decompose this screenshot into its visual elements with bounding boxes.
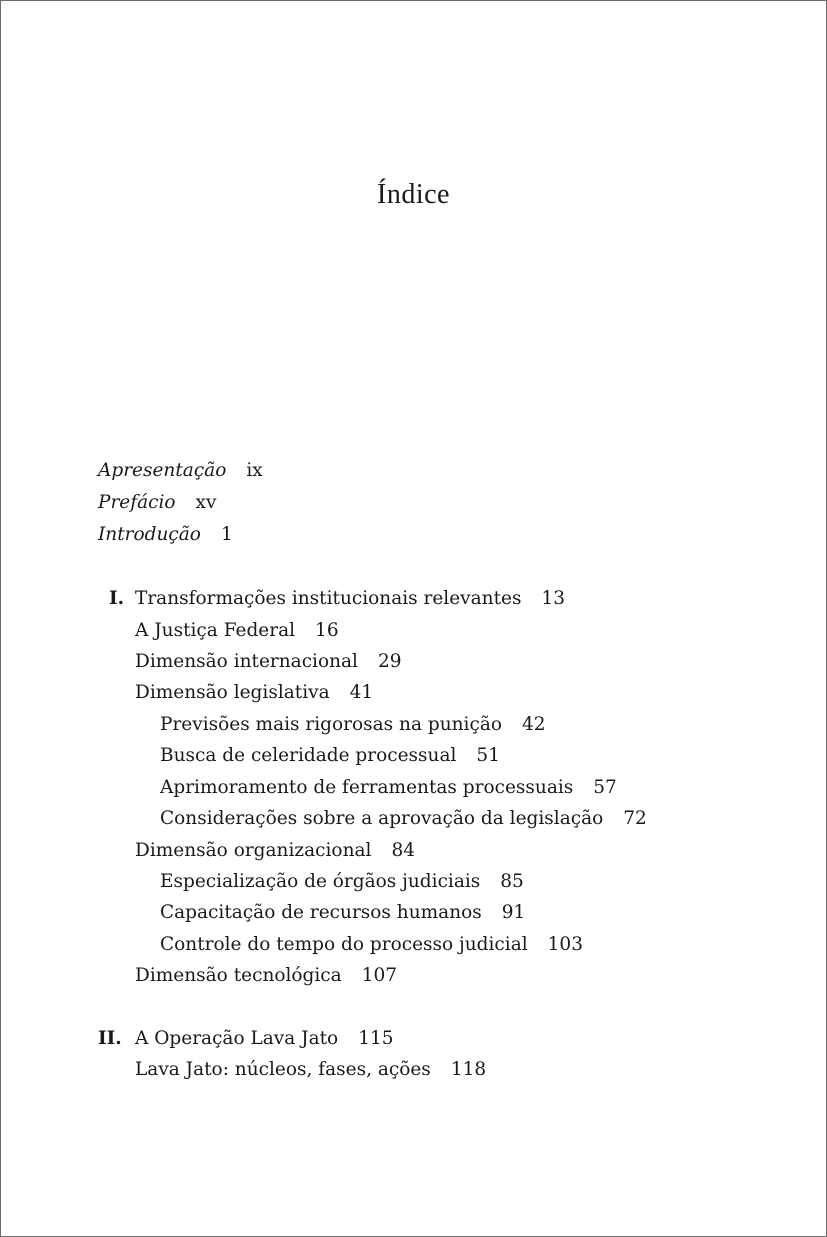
- toc-entry-introducao: [98, 523, 233, 547]
- toc-page-number: 85: [500, 871, 524, 892]
- toc-entry-label: Especialização de órgãos judiciais: [160, 871, 481, 892]
- toc-subsection: [160, 713, 546, 737]
- toc-page-number: 13: [541, 588, 565, 609]
- toc-section: [135, 650, 402, 674]
- toc-page-number: 103: [547, 934, 583, 955]
- part-title: A Operação Lava Jato: [135, 1028, 339, 1049]
- toc-entry-label: Aprimoramento de ferramentas processuais: [160, 777, 574, 798]
- toc-page-number: ix: [246, 460, 263, 481]
- part-numeral: I.: [109, 588, 125, 609]
- toc-entry-label: Apresentação: [98, 460, 227, 481]
- toc-entry-label: Controle do tempo do processo judicial: [160, 934, 528, 955]
- toc-page-number: xv: [195, 492, 217, 513]
- toc-entry-label: Dimensão internacional: [135, 651, 358, 672]
- toc-subsection: [160, 807, 647, 831]
- toc-entry-label: A Justiça Federal: [135, 620, 296, 641]
- toc-page-number: 51: [476, 745, 500, 766]
- toc-entry-label: Considerações sobre a aprovação da legislação: [160, 808, 604, 829]
- toc-part-1: [109, 587, 565, 611]
- toc-section: [135, 964, 397, 988]
- toc-page-number: 118: [450, 1059, 487, 1080]
- toc-subsection: [160, 776, 617, 800]
- toc-page-number: 42: [522, 714, 546, 735]
- toc-page-number: 91: [501, 902, 526, 923]
- toc-entry-label: Capacitação de recursos humanos: [160, 902, 482, 923]
- toc-entry-label: Dimensão organizacional: [135, 840, 372, 861]
- toc-page-number: 16: [315, 620, 339, 641]
- part-numeral: II.: [98, 1028, 122, 1049]
- toc-entry-label: Dimensão legislativa: [135, 682, 330, 703]
- toc-page-number: 107: [361, 965, 398, 986]
- toc-subsection: [160, 933, 583, 957]
- toc-page-number: 29: [377, 651, 402, 672]
- toc-subsection: [160, 744, 500, 768]
- toc-entry-label: Dimensão tecnológica: [135, 965, 342, 986]
- toc-page-number: 41: [349, 682, 374, 703]
- page-title: Índice: [377, 179, 450, 210]
- toc-entry-label: Busca de celeridade processual: [160, 745, 457, 766]
- toc-section: [135, 619, 339, 643]
- toc-page-number: 57: [593, 777, 617, 798]
- toc-entry-label: Previsões mais rigorosas na punição: [160, 714, 502, 735]
- toc-page-number: 1: [220, 524, 233, 545]
- toc-page-number: 115: [358, 1028, 394, 1049]
- toc-section: [135, 681, 373, 705]
- toc-subsection: [160, 901, 525, 925]
- toc-entry-apresentacao: [98, 459, 263, 483]
- toc-subsection: [160, 870, 524, 894]
- toc-entry-label: Prefácio: [98, 492, 176, 513]
- toc-section: [135, 1058, 486, 1082]
- part-title: Transformações institucionais relevantes: [135, 588, 522, 609]
- toc-entry-prefacio: [98, 491, 216, 515]
- toc-section: [135, 839, 415, 863]
- toc-entry-label: Lava Jato: núcleos, fases, ações: [135, 1059, 431, 1080]
- toc-page-number: 72: [623, 808, 647, 829]
- toc-page-number: 84: [391, 840, 415, 861]
- toc-entry-label: Introdução: [98, 524, 201, 545]
- toc-part-2: [98, 1027, 394, 1051]
